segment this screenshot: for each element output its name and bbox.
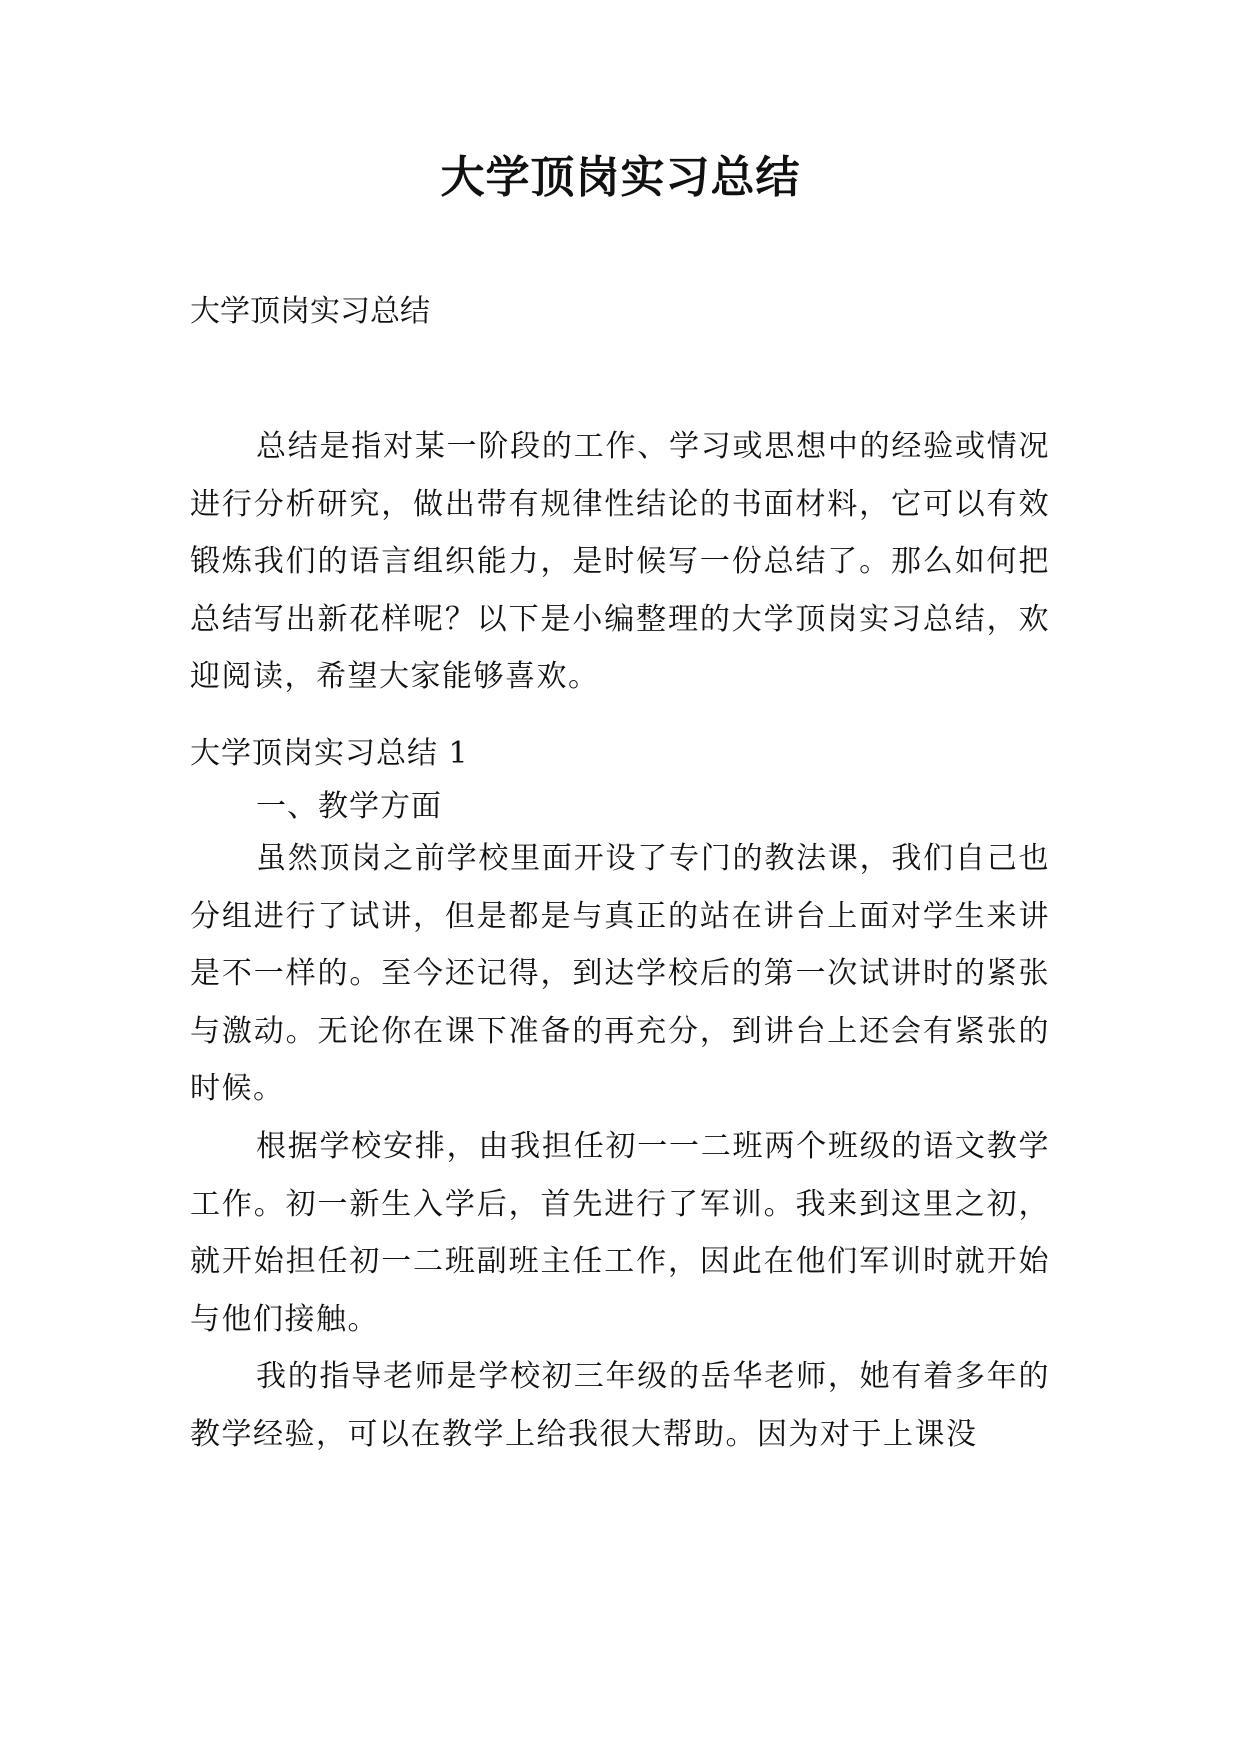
document-subtitle: 大学顶岗实习总结: [190, 294, 430, 329]
section-subheading: 一、教学方面: [256, 789, 442, 824]
intro-paragraph: 总结是指对某一阶段的工作、学习或思想中的经验或情况进行分析研究，做出带有规律性结论的书面材料，它可以有效锻炼我们的语言组织能力，是时候写一份总结了。那么如何把总结写出新花样呢？以下是小编整理的大学顶岗实习总结，欢迎阅读，希望大家能够喜欢。: [190, 429, 1050, 695]
body-paragraph-2: 根据学校安排，由我担任初一一二班两个班级的语文教学工作。初一新生入学后，首先进行了军训。我来到这里之初，就开始担任初一二班副班主任工作，因此在他们军训时就开始与他们接触。: [190, 1129, 1050, 1337]
section-title: 大学顶岗实习总结 1: [190, 736, 469, 771]
body-paragraph-1: 虽然顶岗之前学校里面开设了专门的教法课，我们自己也分组进行了试讲，但是都是与真正的站在讲台上面对学生来讲是不一样的。至今还记得，到达学校后的第一次试讲时的紧张与激动。无论你在课下准备的再充分，到讲台上还会有紧张的时候。: [190, 841, 1050, 1107]
body-paragraph-3: 我的指导老师是学校初三年级的岳华老师，她有着多年的教学经验，可以在教学上给我很大帮助。因为对于上课没: [190, 1359, 1050, 1452]
document-title: 大学顶岗实习总结: [440, 152, 801, 203]
